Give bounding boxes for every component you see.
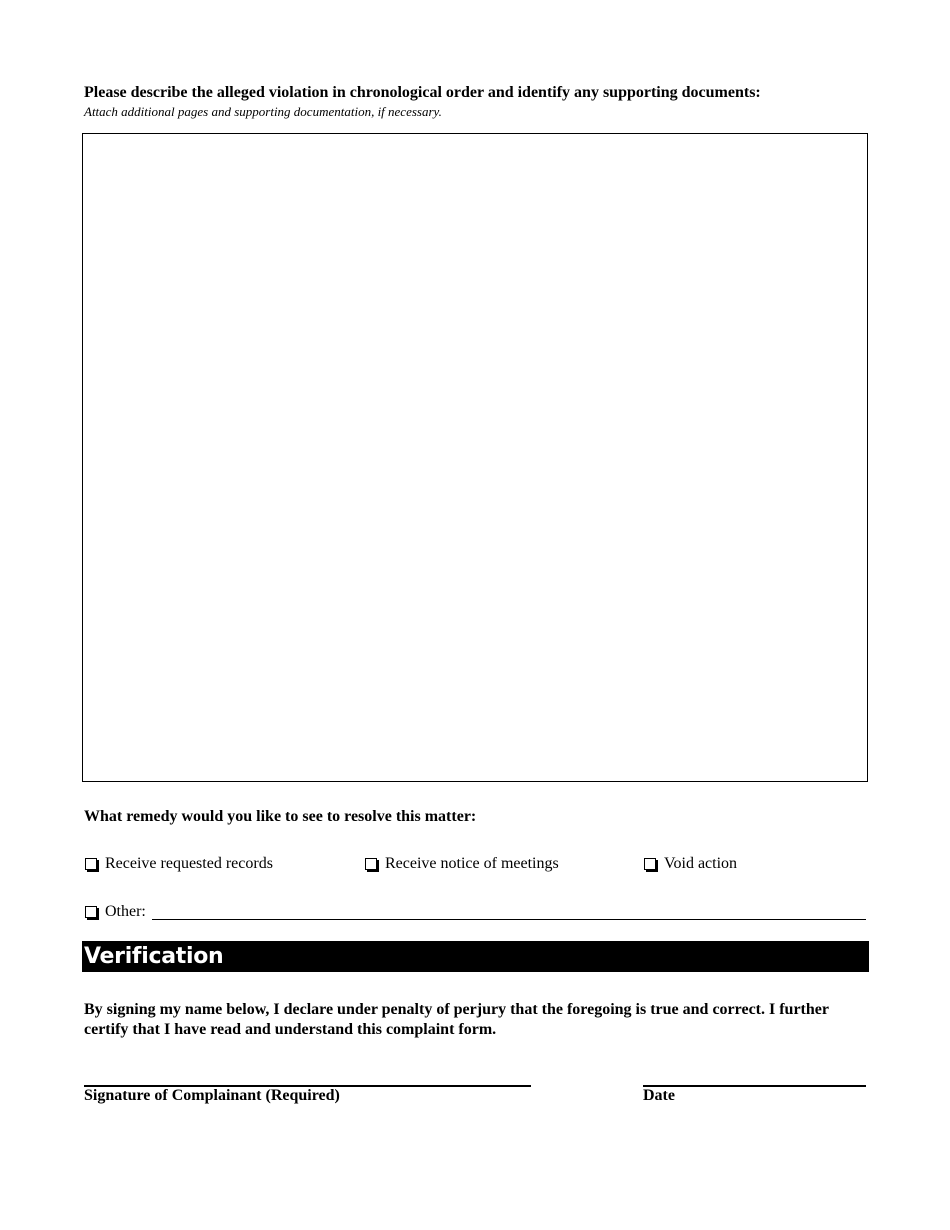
verification-header: [82, 941, 869, 972]
remedy-option-meetings[interactable]: [364, 855, 559, 873]
checkbox-icon[interactable]: [85, 906, 97, 918]
remedy-option-label: Other:: [105, 903, 146, 920]
date-field[interactable]: [643, 1085, 866, 1087]
remedy-option-records[interactable]: [84, 855, 273, 873]
date-label: Date: [643, 1087, 675, 1104]
violation-description-box[interactable]: [82, 133, 868, 782]
verification-title: Verification: [84, 944, 224, 969]
checkbox-icon[interactable]: [85, 858, 97, 870]
attach-note: Attach additional pages and supporting documentation, if necessary.: [84, 104, 442, 119]
remedy-option-label: Receive notice of meetings: [385, 855, 559, 872]
remedy-option-void[interactable]: [643, 855, 737, 873]
remedy-option-other[interactable]: [84, 903, 146, 921]
declaration-text: By signing my name below, I declare under penalty of perjury that the foregoing is true and correct. I further certify that I have read and understand this complaint form.: [84, 1001, 829, 1038]
checkbox-icon[interactable]: [644, 858, 656, 870]
remedy-prompt: What remedy would you like to see to resolve this matter:: [84, 808, 477, 825]
other-remedy-field[interactable]: [152, 919, 866, 920]
remedy-option-label: Void action: [664, 855, 738, 872]
remedy-option-label: Receive requested records: [105, 855, 273, 872]
violation-prompt: Please describe the alleged violation in chronological order and identify any supporting documents:: [84, 84, 761, 101]
checkbox-icon[interactable]: [365, 858, 377, 870]
signature-label: Signature of Complainant (Required): [84, 1087, 340, 1104]
